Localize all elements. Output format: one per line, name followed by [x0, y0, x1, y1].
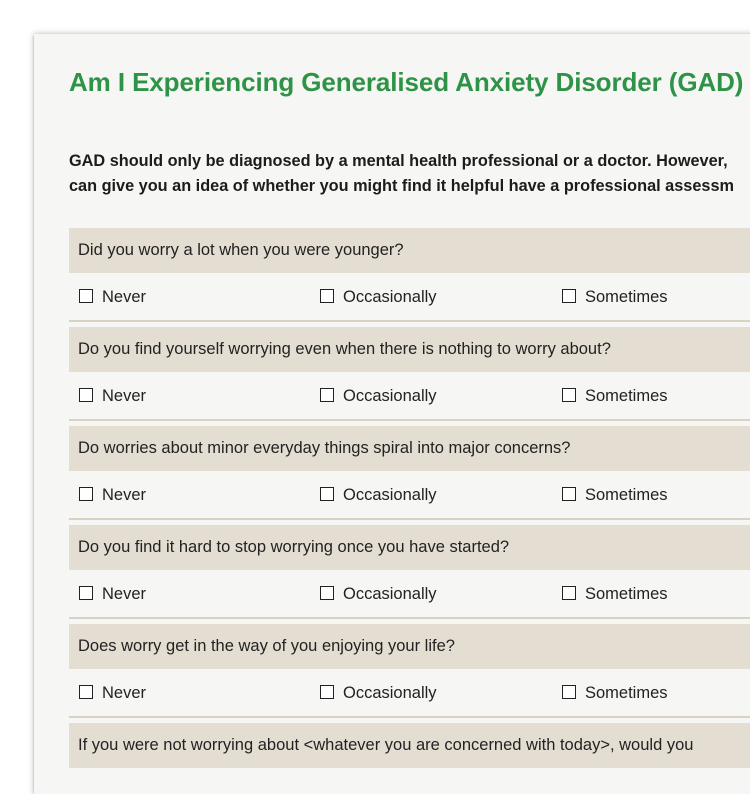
option-sometimes[interactable]	[562, 273, 668, 318]
intro-line-1: GAD should only be diagnosed by a mental health professional or a doctor. However,	[69, 152, 728, 170]
checkbox-icon[interactable]	[562, 289, 576, 303]
option-never[interactable]	[79, 570, 146, 615]
checkbox-icon[interactable]	[562, 388, 576, 402]
question-text: Do you find it hard to stop worrying once you have started?	[69, 525, 750, 570]
worksheet-title: Am I Experiencing Generalised Anxiety Disorder (GAD)	[69, 67, 744, 97]
option-never[interactable]	[79, 372, 146, 417]
checkbox-icon[interactable]	[79, 289, 93, 303]
option-occasionally[interactable]	[320, 273, 437, 318]
answer-options	[69, 669, 750, 714]
option-label: Occasionally	[343, 288, 437, 306]
question-divider	[69, 716, 750, 718]
checkbox-icon[interactable]	[320, 388, 334, 402]
question-block	[69, 723, 750, 794]
question-list	[69, 228, 750, 794]
answer-options	[69, 570, 750, 615]
question-block	[69, 228, 750, 327]
option-occasionally[interactable]	[320, 372, 437, 417]
option-never[interactable]	[79, 669, 146, 714]
checkbox-icon[interactable]	[562, 586, 576, 600]
question-divider	[69, 320, 750, 322]
question-block	[69, 327, 750, 426]
option-sometimes[interactable]	[562, 669, 668, 714]
checkbox-icon[interactable]	[320, 487, 334, 501]
question-block	[69, 624, 750, 723]
checkbox-icon[interactable]	[79, 586, 93, 600]
question-text: If you were not worrying about <whatever you are concerned with today>, would you	[69, 723, 750, 768]
option-label: Occasionally	[343, 486, 437, 504]
question-block	[69, 426, 750, 525]
option-never[interactable]	[79, 471, 146, 516]
question-text: Did you worry a lot when you were younger?	[69, 228, 750, 273]
question-text: Do you find yourself worrying even when there is nothing to worry about?	[69, 327, 750, 372]
checkbox-icon[interactable]	[562, 685, 576, 699]
option-occasionally[interactable]	[320, 669, 437, 714]
checkbox-icon[interactable]	[320, 685, 334, 699]
option-label: Occasionally	[343, 684, 437, 702]
option-label: Sometimes	[585, 288, 668, 306]
checkbox-icon[interactable]	[79, 388, 93, 402]
option-sometimes[interactable]	[562, 471, 668, 516]
option-label: Never	[102, 288, 147, 306]
checkbox-icon[interactable]	[320, 586, 334, 600]
option-occasionally[interactable]	[320, 471, 437, 516]
option-label: Never	[102, 486, 147, 504]
intro-line-2: can give you an idea of whether you might find it helpful have a professional assessm	[69, 177, 734, 195]
checkbox-icon[interactable]	[79, 487, 93, 501]
option-label: Sometimes	[585, 585, 668, 603]
option-label: Never	[102, 387, 147, 405]
option-label: Occasionally	[343, 387, 437, 405]
option-occasionally[interactable]	[320, 570, 437, 615]
answer-options	[69, 273, 750, 318]
option-label: Sometimes	[585, 684, 668, 702]
option-label: Sometimes	[585, 387, 668, 405]
checkbox-icon[interactable]	[79, 685, 93, 699]
answer-options	[69, 471, 750, 516]
option-sometimes[interactable]	[562, 570, 668, 615]
option-never[interactable]	[79, 273, 146, 318]
question-block	[69, 525, 750, 624]
option-label: Occasionally	[343, 585, 437, 603]
question-divider	[69, 518, 750, 520]
intro-text	[69, 149, 734, 199]
answer-options	[69, 372, 750, 417]
option-label: Never	[102, 585, 147, 603]
question-text: Does worry get in the way of you enjoying your life?	[69, 624, 750, 669]
option-sometimes[interactable]	[562, 372, 668, 417]
checkbox-icon[interactable]	[562, 487, 576, 501]
question-divider	[69, 617, 750, 619]
question-divider	[69, 419, 750, 421]
question-text: Do worries about minor everyday things spiral into major concerns?	[69, 426, 750, 471]
option-label: Sometimes	[585, 486, 668, 504]
worksheet-page	[34, 34, 750, 794]
checkbox-icon[interactable]	[320, 289, 334, 303]
option-label: Never	[102, 684, 147, 702]
